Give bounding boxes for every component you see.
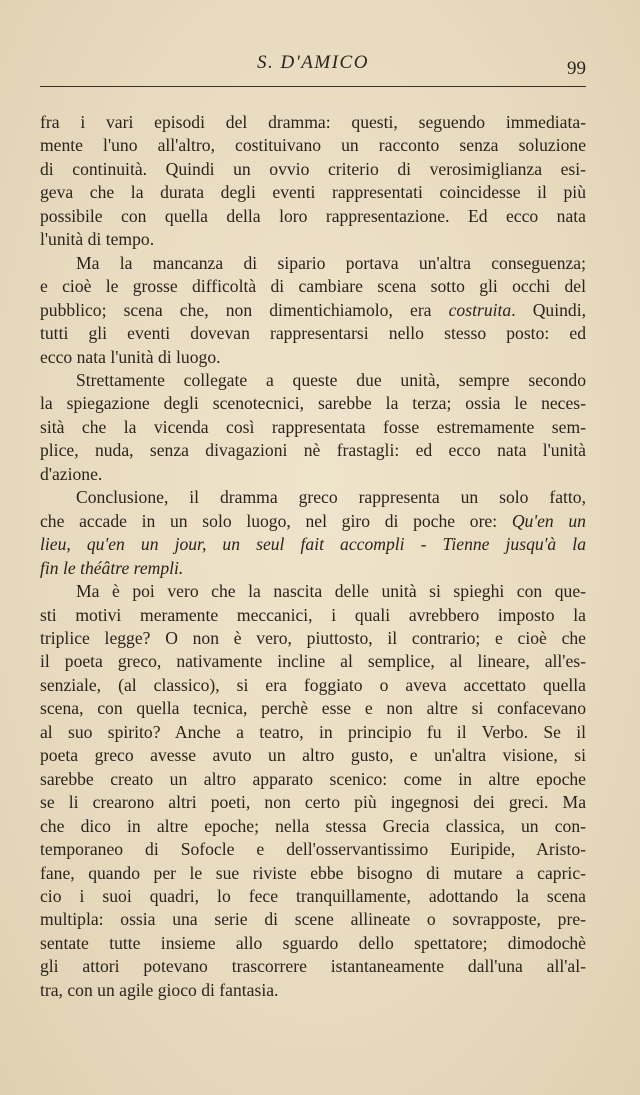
text-segment: Ma è poi vero che la nascita delle unità si spieghi con que- [76,581,586,602]
body-text [40,111,586,1002]
text-segment: tra, con un agile gioco di fantasia. [40,979,279,1000]
text-segment: Ma la mancanza di sipario portava un'altra conseguenza; [76,252,586,273]
text-segment: d'azione. [40,463,103,484]
text-segment: fra i vari episodi del dramma: questi, seguendo immediata- [40,112,586,132]
text-line [40,463,586,486]
text-line [40,674,586,697]
text-segment: multipla: ossia una serie di scene allineate o sovrapposte, pre- [40,909,586,930]
text-line [40,181,586,204]
page-number: 99 [567,58,586,79]
text-line [40,275,586,298]
text-segment: fane, quando per le sue riviste ebbe bisogno di mutare a capric- [40,862,586,883]
text-segment: pubblico; scena che, non dimentichiamolo, era [40,299,449,320]
text-line [40,862,586,885]
text-segment: il poeta greco, nativamente incline al semplice, al lineare, all'es- [40,651,586,672]
text-line [40,885,586,908]
text-line [40,768,586,791]
paragraph [40,486,586,580]
italic-text: costruita [448,299,512,320]
text-segment: senziale, (al classico), si era foggiato o aveva accettato quella [40,674,586,695]
text-segment: sti motivi meramente meccanici, i quali avrebbero imposto la [40,604,586,625]
text-segment: la spiegazione degli scenotecnici, sarebbe la terza; ossia le neces- [40,393,586,414]
text-segment: tutti gli eventi dovevan rappresentarsi nello stesso posto: ed [40,323,586,344]
text-line [40,557,586,580]
text-line [40,134,586,157]
text-segment: che accade in un solo luogo, nel giro di poche ore: [40,510,512,531]
text-line [40,838,586,861]
text-segment: temporaneo di Sofocle e dell'osservantissimo Euripide, Aristo- [40,839,586,860]
text-segment: al suo spirito? Anche a teatro, in principio fu il Verbo. Se il [40,721,586,742]
text-segment: sentate tutte insieme allo sguardo dello spettatore; dimodochè [40,932,586,953]
text-segment: geva che la durata degli eventi rappresentati coincidesse il più [40,182,586,203]
text-line [40,650,586,673]
text-line [40,346,586,369]
text-line [40,158,586,181]
text-line [40,111,586,134]
text-line [40,486,586,509]
text-segment: triplice legge? O non è vero, piuttosto, il contrario; e cioè che [40,627,586,648]
paragraph [40,111,586,252]
text-segment: ecco nata l'unità di luogo. [40,346,221,367]
text-line [40,955,586,978]
running-head: S. D'AMICO [257,52,369,73]
text-segment: . Quindi, [511,299,586,320]
text-line [40,533,586,556]
text-line [40,580,586,603]
paragraph [40,369,586,486]
text-line [40,322,586,345]
text-segment: l'unità di tempo. [40,229,155,250]
page-header [40,52,586,82]
text-line [40,721,586,744]
text-line [40,791,586,814]
text-line [40,299,586,322]
text-line [40,369,586,392]
text-segment: che dico in altre epoche; nella stessa Grecia classica, un con- [40,815,586,836]
italic-text: lieu, qu'en un jour, un seul fait accompli - Tienne jusqu'à la [40,534,586,555]
text-line [40,228,586,251]
text-segment: se li crearono altri poeti, non certo più ingegnosi dei greci. Ma [40,792,586,813]
text-line [40,744,586,767]
text-segment: e cioè le grosse difficoltà di cambiare scena sotto gli occhi del [40,276,586,297]
text-segment: sità che la vicenda così rappresentata fosse estremamente sem- [40,416,586,437]
text-segment: scena, con quella tecnica, perchè esse e non altre si confacevano [40,698,586,719]
text-line [40,815,586,838]
text-segment: mente l'uno all'altro, costituivano un racconto senza soluzione [40,135,586,156]
text-segment: possibile con quella della loro rappresentazione. Ed ecco nata [40,205,586,226]
italic-text: Qu'en un [511,510,586,531]
paragraph [40,580,586,1002]
text-segment: di continuità. Quindi un ovvio criterio di verosimiglianza esi- [40,158,586,179]
text-line [40,604,586,627]
text-line [40,908,586,931]
text-segment: plice, nuda, senza divagazioni nè frastagli: ed ecco nata l'unità [40,440,586,461]
text-line [40,932,586,955]
text-line [40,392,586,415]
text-segment: cio i suoi quadri, lo fece tranquillamente, adottando la scena [40,885,586,906]
text-line [40,416,586,439]
text-line [40,205,586,228]
text-segment: poeta greco avesse avuto un altro gusto, e un'altra visione, si [40,745,586,766]
header-rule [40,86,586,87]
text-segment: sarebbe creato un altro apparato scenico: come in altre epoche [40,768,586,789]
text-line [40,627,586,650]
text-segment: Conclusione, il dramma greco rappresenta un solo fatto, [76,487,586,508]
paragraph [40,252,586,369]
text-line [40,697,586,720]
italic-text: fin le théâtre rempli. [40,557,184,578]
text-line [40,979,586,1002]
text-line [40,252,586,275]
text-segment: gli attori potevano trascorrere istantaneamente dall'una all'al- [40,956,586,977]
text-segment: Strettamente collegate a queste due unità, sempre secondo [76,369,586,390]
text-line [40,510,586,533]
text-line [40,439,586,462]
